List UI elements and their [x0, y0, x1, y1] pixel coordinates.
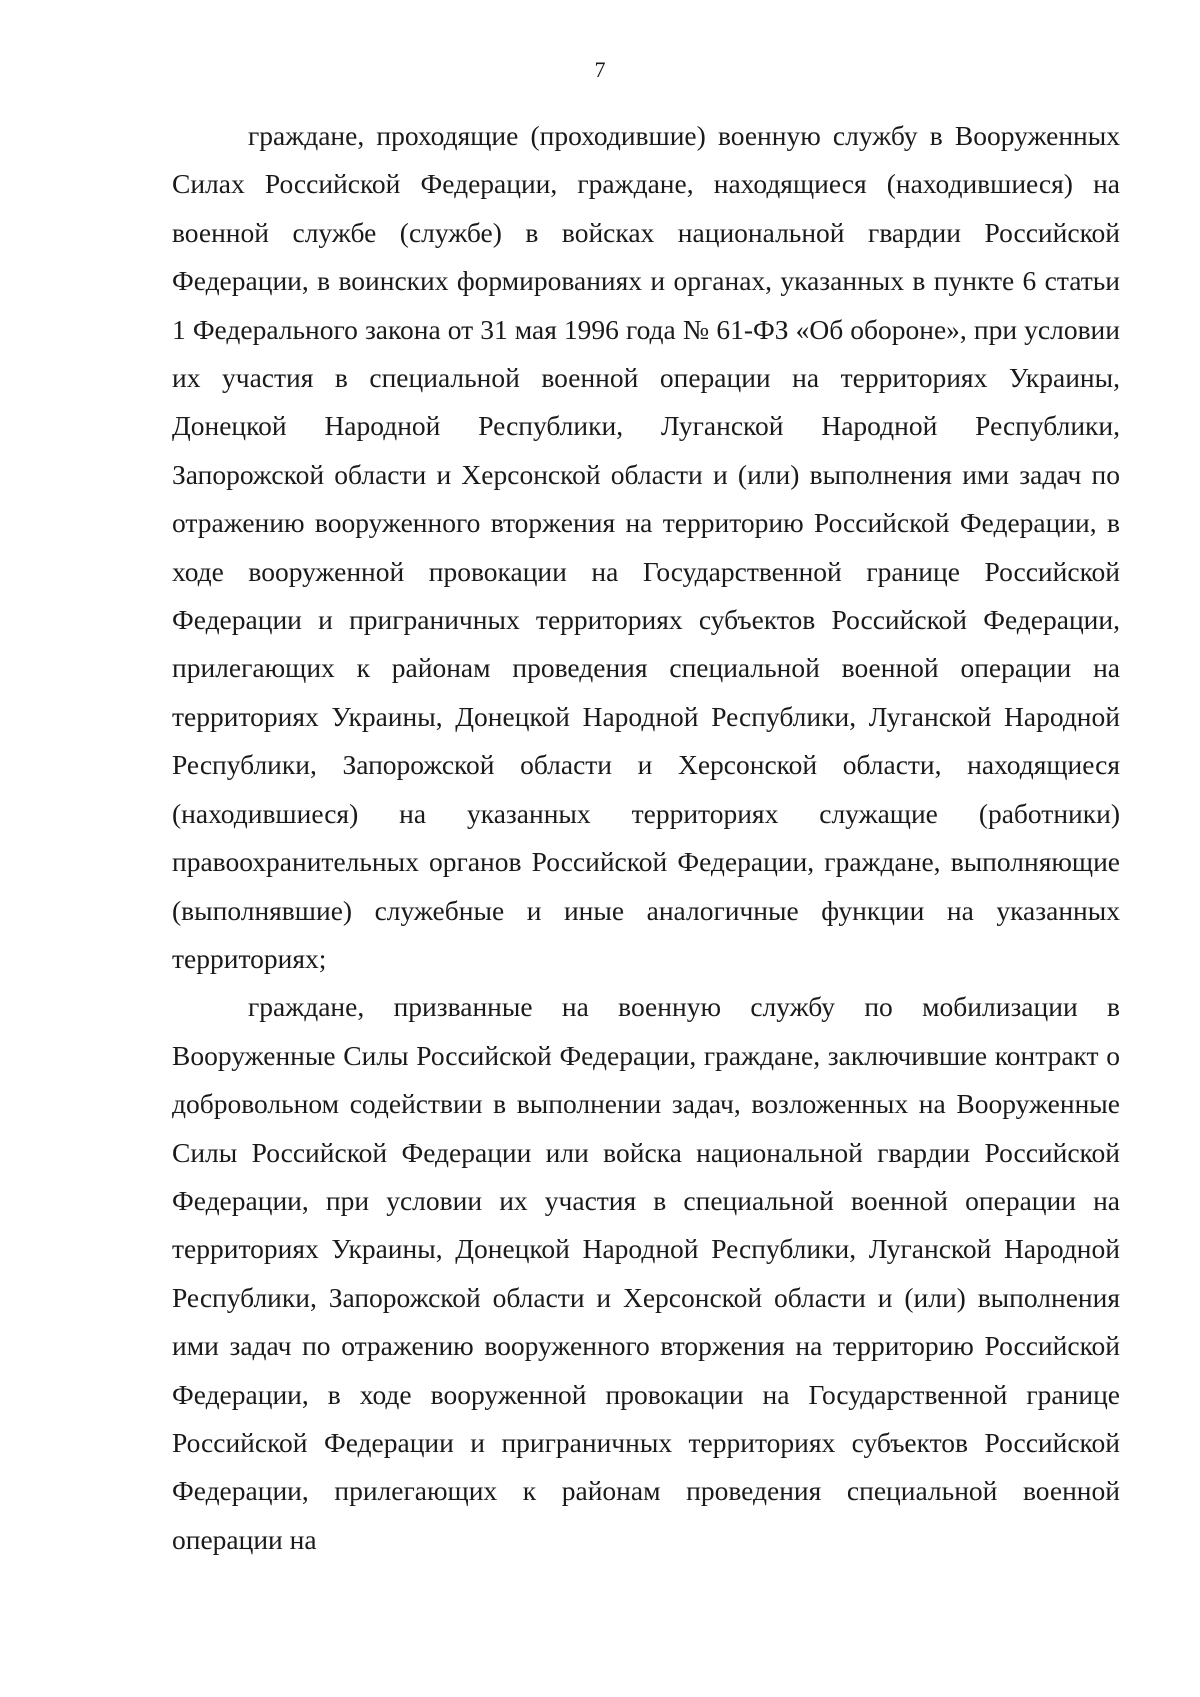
paragraph-1: граждане, проходящие (проходившие) военную службу в Вооруженных Силах Российской Федерации, граждане, находящиеся (находившиеся) на военной службе (службе) в войсках национальной гвардии Российской Федерации, в воинских формированиях и органах, указанных в пункте 6 статьи 1 Федерального закона от 31 мая 1996 года № 61-ФЗ «Об обороне», при условии их участия в специальной военной операции на территориях Украины, Донецкой Народной Республики, Луганской Народной Республики, Запорожской области и Херсонской области и (или) выполнения ими задач по отражению вооруженного вторжения на территорию Российской Федерации, в ходе вооруженной провокации на Государственной границе Российской Федерации и приграничных территориях субъектов Российской Федерации, прилегающих к районам проведения специальной военной операции на территориях Украины, Донецкой Народной Республики, Луганской Народной Республики, Запорожской области и Херсонской области, находящиеся (находившиеся) на указанных территориях служащие (работники) правоохранительных органов Российской Федерации, граждане, выполняющие (выполнявшие) служебные и иные аналогичные функции на указанных территориях; [172, 120, 1120, 974]
paragraph-2: граждане, призванные на военную службу по мобилизации в Вооруженные Силы Российской Федерации, граждане, заключившие контракт о добровольном содействии в выполнении задач, возложенных на Вооруженные Силы Российской Федерации или войска национальной гвардии Российской Федерации, при условии их участия в специальной военной операции на территориях Украины, Донецкой Народной Республики, Луганской Народной Республики, Запорожской области и Херсонской области и (или) выполнения ими задач по отражению вооруженного вторжения на территорию Российской Федерации, в ходе вооруженной провокации на Государственной границе Российской Федерации и приграничных территориях субъектов Российской Федерации, прилегающих к районам проведения специальной военной операции на [172, 991, 1120, 1555]
document-body [172, 112, 1120, 1564]
page-number: 7 [594, 57, 606, 82]
